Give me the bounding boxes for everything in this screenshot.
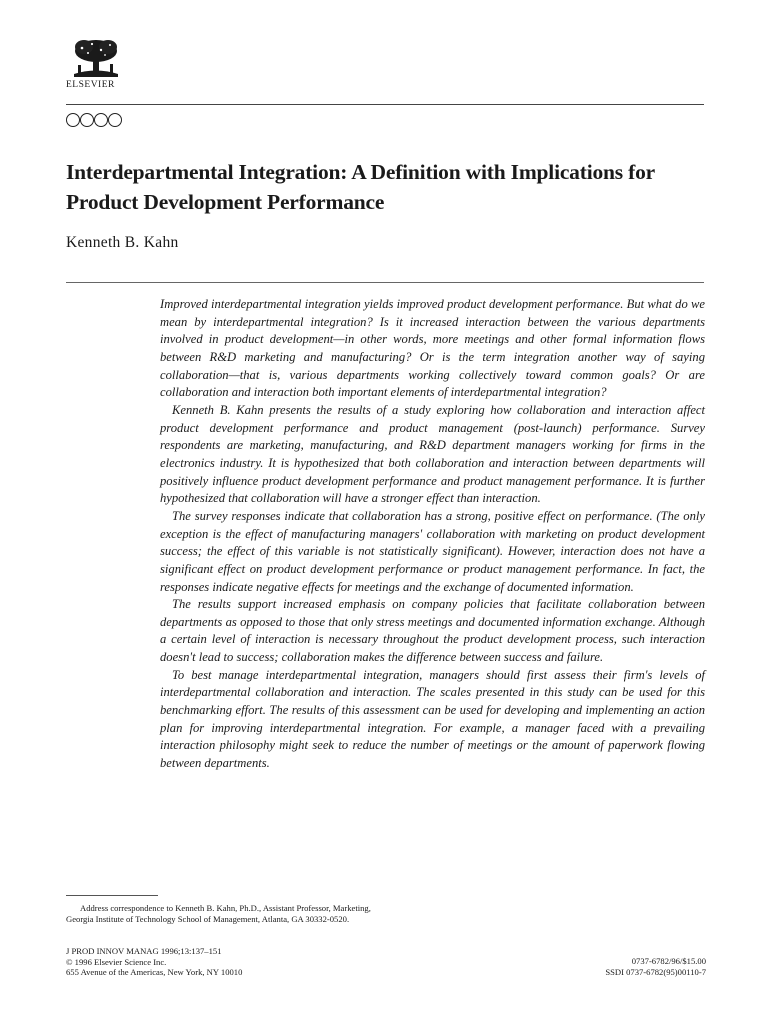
abstract [160, 296, 705, 773]
elsevier-tree-icon [70, 38, 122, 78]
abstract-paragraph: The results support increased emphasis on company policies that facilitate collaboration between departments as opposed to those that only stress meetings and documented information exchange. Although a certain level of interaction is necessary throughout the product development process, such interaction doesn't lead to success; collaboration makes the difference between success and failure. [160, 597, 705, 665]
title-rule [66, 282, 704, 283]
journal-citation: J PROD INNOV MANAG 1996;13:137–151 [66, 946, 222, 956]
circle-outline-icon [66, 113, 80, 127]
footnote-rule [66, 895, 158, 896]
circle-outline-icon [108, 113, 122, 127]
abstract-paragraph: Improved interdepartmental integration yields improved product development performance. But what do we mean by interdepartmental integration? Is it increased interaction between the various departments involved in product development—in other words, more meetings and other formal information flows between R&D marketing and manufacturing? Or is the term integration another way of saying collaboration—that is, various departments working collectively toward common goals? Or are collaboration and interaction both important elements of interdepartmental integration? [160, 297, 705, 400]
issn-price: 0737-6782/96/$15.00 [631, 956, 706, 966]
journal-marks [66, 113, 122, 127]
article-author: Kenneth B. Kahn [66, 234, 179, 251]
abstract-paragraph: The survey responses indicate that collaboration has a strong, positive effect on performance. (The only exception is the effect of manufacturing managers' collaboration with marketing on product development success; the effect of this variable is not statistically significant). However, interaction does not have a significant effect on product development performance or product management performance. In fact, the responses indicate negative effects for meetings and the exchange of documented information. [160, 508, 705, 594]
abstract-paragraph: Kenneth B. Kahn presents the results of a study exploring how collaboration and interaction affect product development performance and product management (post-launch) performance. Survey respondents are marketing, manufacturing, and R&D department managers working for firms in the electronics industry. It is hypothesized that both collaboration and interaction between departments will positively influence product development performance and product management performance. It is further hypothesized that collaboration will have a stronger effect than interaction. [160, 402, 705, 506]
ssdi-code: SSDI 0737-6782(95)00110-7 [605, 966, 706, 977]
journal-info [66, 946, 242, 978]
publisher-name: ELSEVIER [66, 80, 115, 90]
abstract-paragraph: To best manage interdepartmental integration, managers should first assess their firm's levels of interdepartmental collaboration and interaction. The scales presented in this study can be used for this benchmarking effort. The results of this assessment can be used for developing and implementing an action plan for improving interdepartmental integration. For example, a manager faced with a prevailing interaction philosophy might seek to reduce the number of meetings or the amount of paperwork flowing between departments. [160, 667, 705, 771]
publisher-address: 655 Avenue of the Americas, New York, NY 10010 [66, 967, 243, 978]
circle-outline-icon [80, 113, 94, 127]
article-title: Interdepartmental Integration: A Definition with Implications for Product Development Performance [66, 160, 655, 214]
copyright-line: © 1996 Elsevier Science Inc. [66, 956, 167, 967]
publisher-logo [66, 38, 126, 90]
correspondence-footnote: Address correspondence to Kenneth B. Kahn, Ph.D., Assistant Professor, Marketing, Georgia Institute of Technology School of Management, Atlanta, GA 30332-0520. [66, 903, 371, 924]
article-identifiers [605, 956, 706, 977]
circle-outline-icon [94, 113, 108, 127]
header-rule [66, 104, 704, 105]
